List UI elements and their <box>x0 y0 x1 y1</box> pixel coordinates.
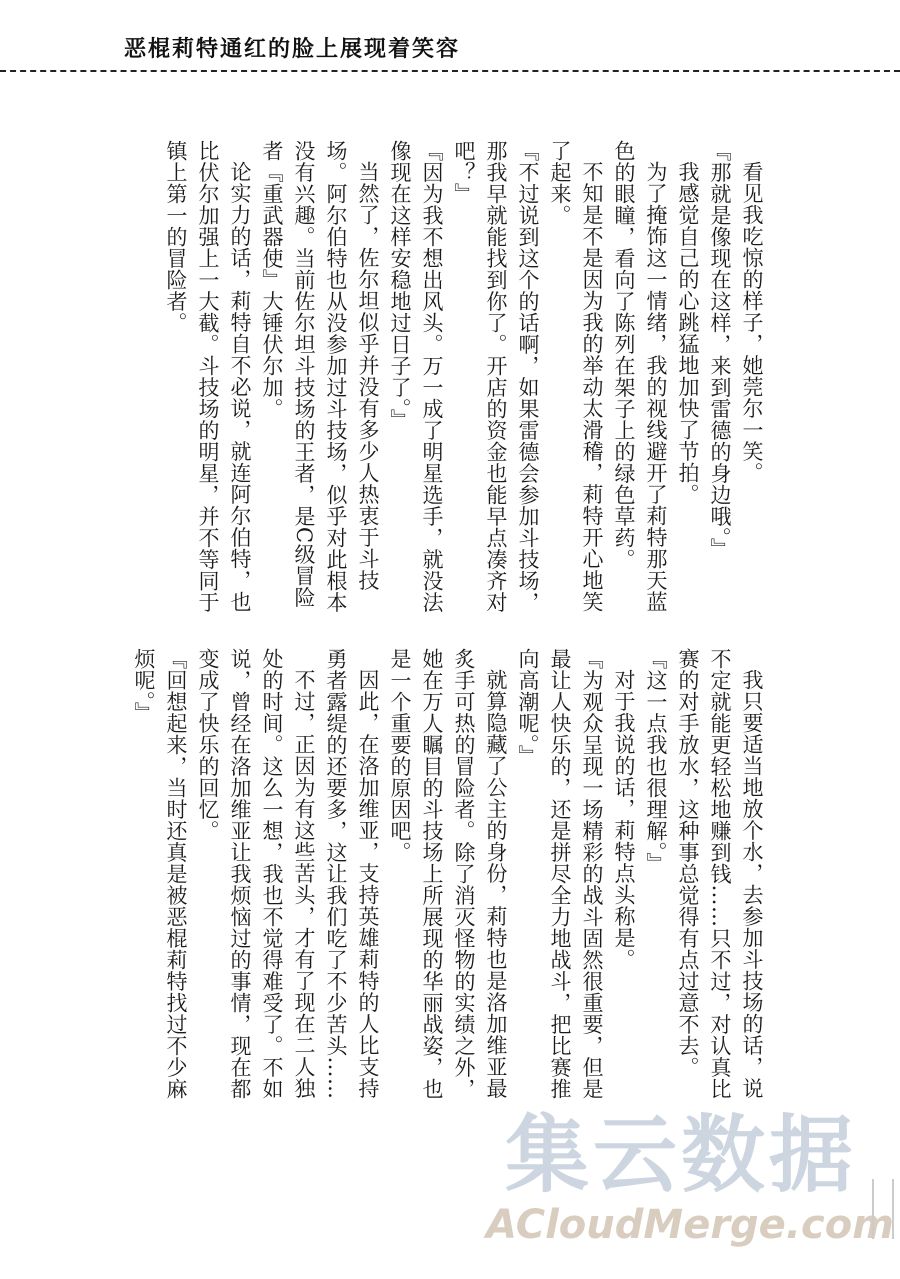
dialogue-paragraph: 『为观众呈现一场精彩的战斗固然很重要，但是最让人快乐的，还是拼尽全力地战斗，把比赛推向高潮呢。』 <box>516 648 604 1100</box>
paragraph: 因此，在洛加维亚，支持英雄莉特的人比支持勇者露缇的还要多，这让我们吃了不少苦头…… <box>324 648 380 1100</box>
text-block-bottom <box>128 648 768 1118</box>
dashed-divider <box>0 70 900 72</box>
page-edge-mark <box>872 1179 894 1239</box>
watermark-site-text: ACloudMerge.com <box>486 1202 894 1248</box>
paragraph: 当然了，佐尔坦似乎并没有多少人热衷于斗技场。阿尔伯特也从没参加过斗技场，似乎对此根本没有兴趣。当前佐尔坦斗技场的王者，是C级冒险者『重武器使』大锤伏尔加。 <box>260 140 380 613</box>
paragraph: 不知是不是因为我的举动太滑稽，莉特开心地笑了起来。 <box>548 140 604 613</box>
paragraph: 论实力的话，莉特自不必说，就连阿尔伯特，也比伏尔加强上一大截。斗技场的明星，并不等同于镇上第一的冒险者。 <box>164 140 252 613</box>
page-header-title: 恶棍莉特通红的脸上展现着笑容 <box>124 37 461 62</box>
dialogue-paragraph: 『不过说到这个的话啊，如果雷德会参加斗技场，那我早就能找到你了。开店的资金也能早点凑齐对吧？』 <box>452 140 540 613</box>
paragraph: 不过，正因为有这些苦头，才有了现在二人独处的时间。这么一想，我也不觉得难受了。不如说，曾经在洛加维亚让我烦恼过的事情，现在都变成了快乐的回忆。 <box>196 648 316 1100</box>
paragraph: 对于我说的话，莉特点头称是。 <box>612 669 636 970</box>
dialogue-paragraph: 『那就是像现在这样，来到雷德的身边哦。』 <box>708 140 732 560</box>
dialogue-paragraph: 『这一点我也很理解。』 <box>644 648 668 874</box>
dialogue-paragraph: 『回想起来，当时还真是被恶棍莉特找过不少麻烦呢。』 <box>132 648 188 1100</box>
paragraph: 我感觉自己的心跳猛地加快了节拍。 <box>676 161 700 505</box>
watermark-logo <box>486 1106 894 1257</box>
watermark-main-text: 集云数据 <box>504 1106 857 1204</box>
paragraph: 我只要适当地放个水，去参加斗技场的话，说不定就能更轻松地赚到钱……只不过，对认真比赛的对手放水，这种事总觉得有点过意不去。 <box>676 648 764 1100</box>
paragraph: 就算隐藏了公主的身份，莉特也是洛加维亚最炙手可热的冒险者。除了消灭怪物的实绩之外，她在万人瞩目的斗技场上所展现的华丽战姿，也是一个重要的原因吧。 <box>388 648 508 1100</box>
text-block-top <box>160 140 768 620</box>
paragraph: 为了掩饰这一情绪，我的视线避开了莉特那天蓝色的眼瞳，看向了陈列在架子上的绿色草药。 <box>612 140 668 613</box>
dialogue-paragraph: 『因为我不想出风头。万一成了明星选手，就没法像现在这样安稳地过日子了。』 <box>388 140 444 613</box>
paragraph: 看见我吃惊的样子，她莞尔一笑。 <box>740 161 764 484</box>
